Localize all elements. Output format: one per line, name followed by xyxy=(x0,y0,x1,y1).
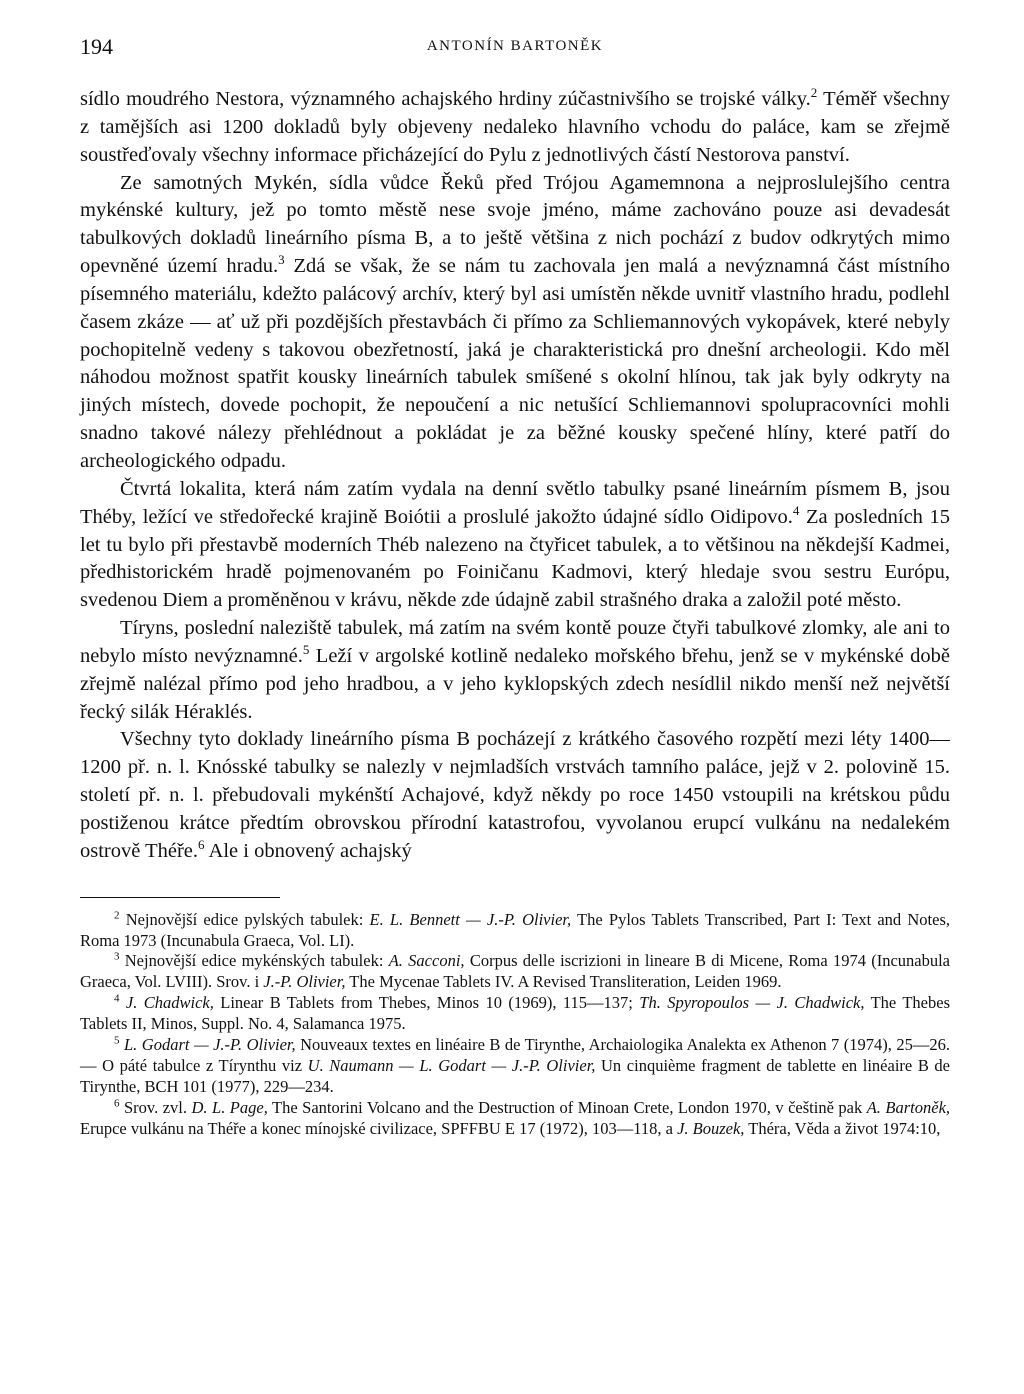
footnote-ref: 4 xyxy=(792,502,800,518)
author-name: J.-P. Olivier, xyxy=(263,972,346,992)
text-run: Un cinquième fragment de tablette en linéaire B de Tirynthe, BCH 101 (1977), 229—234. xyxy=(80,1055,950,1096)
text-run: Čtvrtá lokalita, která nám zatím vydala na denní světlo tabulky psané lineárním písmem B, jsou Théby, ležící ve středořecké krajině Boiótii a proslulé jakožto údajné sídlo Oidipovo. xyxy=(80,477,950,528)
text-run: Za posledních 15 let tu bylo při přestavbě moderních Théb nalezeno na čtyřicet tabulek, a to většinou na někdejší Kadmei, předhistorickém hradě pojmenovaném po Foiničanu Kadmovi, který hledaje svou sestru Európu, svedenou Diem a proměněnou v krávu, někde zde údajně zabil strašného draka a založil poté město. xyxy=(80,505,950,612)
text-run: Srov. zvl. xyxy=(119,1097,192,1117)
footnote xyxy=(80,951,950,993)
running-head: ANTONÍN BARTONĚK xyxy=(426,38,604,54)
footnote-ref: 4 xyxy=(114,992,120,1005)
author-name: U. Naumann — L. Godart — J.-P. Olivier, xyxy=(307,1055,596,1075)
author-name: J. Bouzek, xyxy=(677,1118,745,1138)
text-run: Zdá se však, že se nám tu zachovala jen malá a nevýznamná část místního písemného materiálu, kdežto palácový archív, který byl asi umístěn někde uvnitř vlastního hradu, podlehl časem zkáze — ať už při pozdějších přestavbách či přímo za Schliemannových vykopávek, které nebyly pochopitelně vedeny s takovou obezřetností, jaká je charakteristická pro dnešní archeologii. Kdo měl náhodou možnost spatřit kousky lineárních tabulek smíšené s okolní hlínou, tak jak byly odkryty na jiných místech, dovede pochopit, že nepoučení a nic netušící Schliemannovi spolupracovníci mohli snadno takové nálezy přehlédnout a pokládat je za běžné kousky spečené hlíny, které patří do archeologického odpadu. xyxy=(80,255,950,472)
text-run: The Santorini Volcano and the Destruction of Minoan Crete, London 1970, v češtině pak xyxy=(267,1097,867,1117)
text-run: Leží v argolské kotlině nedaleko mořského břehu, jenž se v mykénské době zřejmě nalézal přímo pod jeho hradbou, a v jeho kyklopských zdech nesídlil nikdo menší než největší řecký silák Héraklés. xyxy=(80,644,950,723)
text-run: The Thebes Tablets II, Minos, Suppl. No. 4, Salamanca 1975. xyxy=(80,993,950,1034)
author-name: J. Chadwick, xyxy=(125,993,214,1013)
text-run: Téměř všechny z tamějších asi 1200 dokladů byly objeveny nedaleko hlavního vchodu do paláce, kam se zřejmě soustřeďovaly všechny informace přicházející do Pylu z jednotlivých částí Nestorova panství. xyxy=(80,88,950,166)
footnote xyxy=(80,1035,950,1098)
footnote-ref: 2 xyxy=(114,909,120,922)
text-run: Ze samotných Mykén, sídla vůdce Řeků před Trójou Agamemnona a nejproslulejšího centra mykénské kultury, jež po tomto městě nese svoje jméno, máme zachováno pouze asi devadesát tabulkových dokladů lineárního písma B, a to ještě většina z nich pochází z budov odkrytých mimo opevněné území hradu. xyxy=(80,171,950,278)
footnote xyxy=(80,1098,950,1140)
page-number: 194 xyxy=(80,34,113,59)
footnote-separator xyxy=(80,897,280,898)
text-run: Nouveaux textes en linéaire B de Tirynthe, Archaiologika Analekta ex Athenon 7 (1974), 25—26. — O páté tabulce z Tírynthu viz xyxy=(80,1035,951,1075)
paragraph xyxy=(80,615,950,726)
author-name: D. L. Page, xyxy=(191,1097,268,1117)
text-run: Tíryns, poslední naleziště tabulek, má zatím na svém kontě pouze čtyři tabulkové zlomky, ale ani to nebylo místo nevýznamné. xyxy=(80,617,950,667)
text-run: The Pylos Tablets Transcribed, Part I: Text and Notes, Roma 1973 (Incunabula Graeca, Vol. LI). xyxy=(80,909,950,950)
footnote-ref: 3 xyxy=(278,252,285,268)
footnote-ref: 6 xyxy=(114,1097,120,1110)
footnotes xyxy=(80,910,950,1140)
text-run: Nejnovější edice mykénských tabulek: xyxy=(119,951,389,971)
book-page xyxy=(80,34,950,1140)
body-text xyxy=(80,86,950,866)
paragraph xyxy=(80,86,950,170)
text-run: Nejnovější edice pylských tabulek: xyxy=(119,909,370,929)
footnote xyxy=(80,993,950,1035)
author-name: A. Sacconi, xyxy=(388,951,465,971)
footnote-ref: 6 xyxy=(198,836,205,852)
footnote-ref: 5 xyxy=(114,1034,120,1047)
text-run: Erupce vulkánu na Théře a konec mínojské civilizace, SPFFBU E 17 (1972), 103—118, a xyxy=(80,1118,678,1138)
paragraph xyxy=(80,476,950,615)
author-name: Th. Spyropoulos — J. Chadwick, xyxy=(639,993,865,1013)
text-run: Corpus delle iscrizioni in lineare B di Micene, Roma 1974 (Incunabula Graeca, Vol. LVIII). Srov. i xyxy=(80,951,951,992)
footnote xyxy=(80,910,950,952)
paragraph xyxy=(80,726,950,865)
text-run: Linear B Tablets from Thebes, Minos 10 (1969), 115—137; xyxy=(213,993,640,1013)
footnote-ref: 5 xyxy=(302,642,310,658)
footnote-ref: 2 xyxy=(810,85,818,101)
footnote-ref: 3 xyxy=(114,950,120,963)
text-run: The Mycenae Tablets IV. A Revised Transliteration, Leiden 1969. xyxy=(345,972,782,992)
text-run: Théra, Věda a život 1974:10, xyxy=(744,1118,941,1138)
text-run: Ale i obnovený achajský xyxy=(204,839,412,862)
author-name: L. Godart — J.-P. Olivier, xyxy=(124,1035,296,1055)
author-name: A. Bartoněk, xyxy=(866,1097,951,1117)
author-name: E. L. Bennett — J.-P. Olivier, xyxy=(369,909,572,929)
page-header xyxy=(80,34,950,74)
text-run: sídlo moudrého Nestora, významného achajského hrdiny zúčastnivšího se trojské války. xyxy=(80,88,811,110)
paragraph xyxy=(80,170,950,476)
text-run: Všechny tyto doklady lineárního písma B pocházejí z krátkého časového rozpětí mezi léty 1400—1200 př. n. l. Knósské tabulky se nalezly v nejmladších vrstvách tamního paláce, jejž v 2. polovině 15. století př. n. l. přebudovali mykénští Achajové, když někdy po roce 1450 vstoupili na krétskou půdu postiženou krátce předtím obrovskou přírodní katastrofou, vyvolanou erupcí vulkánu na nedalekém ostrově Théře. xyxy=(80,728,950,862)
